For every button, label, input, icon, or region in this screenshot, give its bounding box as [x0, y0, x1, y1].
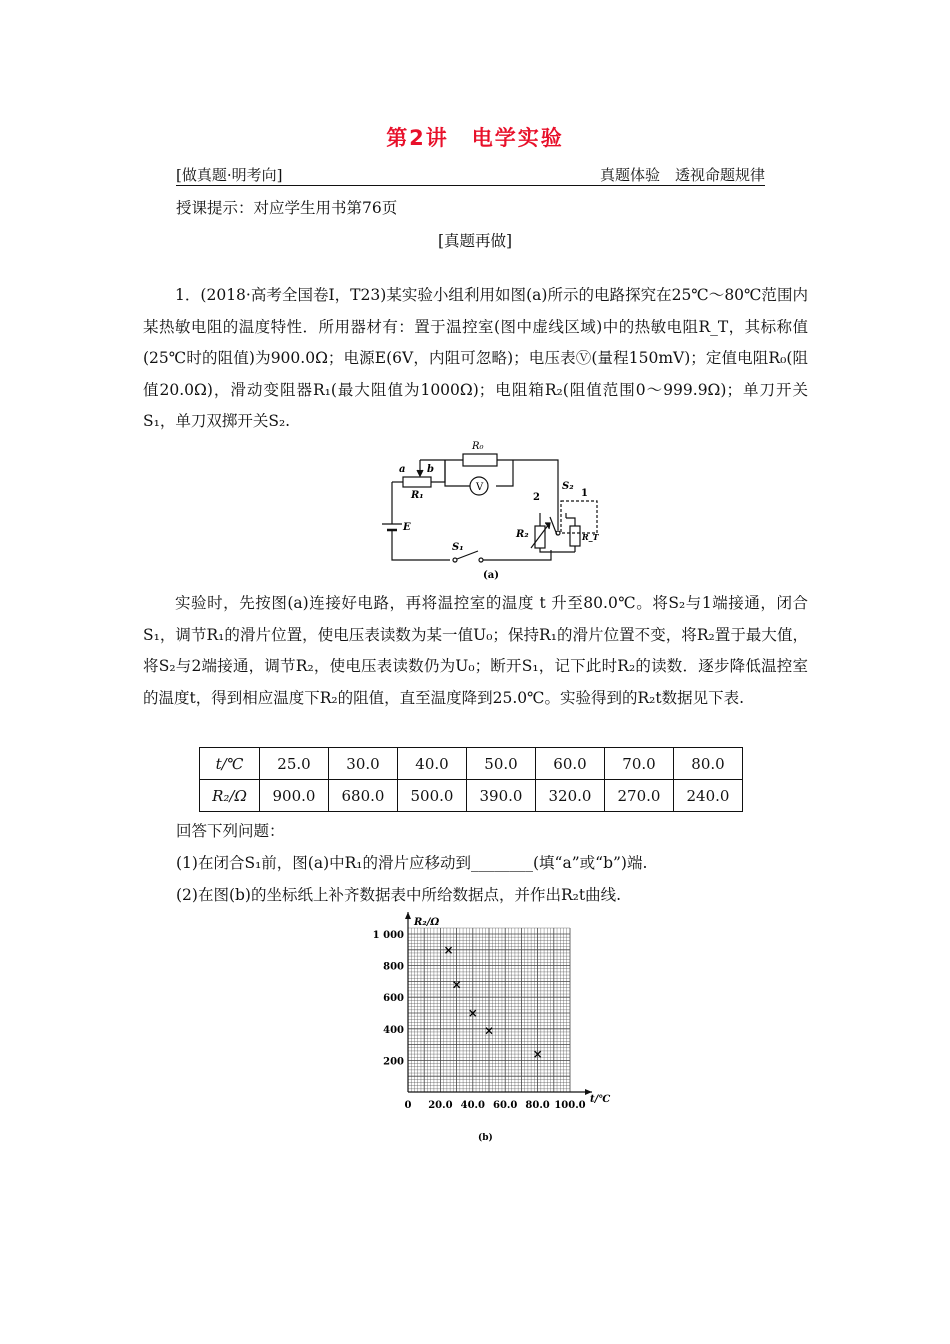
label-a: a [399, 464, 406, 475]
y-tick-label: 1 000 [372, 930, 404, 941]
question-1: (1)在闭合S₁前，图(a)中R₁的滑片应移动到________(填“a”或“b”)端. [176, 854, 648, 872]
circuit-diagram [375, 438, 615, 588]
label-r2: R₂ [516, 529, 529, 540]
y-axis-arrow [405, 912, 411, 919]
label-r1: R₁ [411, 490, 424, 501]
label-e: E [403, 522, 411, 533]
label-s1: S₁ [452, 542, 464, 553]
chart-axes [373, 912, 592, 1111]
table-cell: 60.0 [536, 748, 605, 780]
y-tick-label: 600 [383, 993, 404, 1005]
section-left-label: [做真题·明考向] [176, 166, 283, 184]
table-cell: 25.0 [260, 748, 329, 780]
table-cell: 240.0 [674, 780, 743, 812]
table-cell: 680.0 [329, 780, 398, 812]
x-tick-label: 60.0 [493, 1100, 518, 1111]
data-table [199, 747, 743, 812]
answer-prompt: 回答下列问题： [176, 822, 285, 840]
x-tick-label: 40.0 [460, 1100, 485, 1111]
chart-b [360, 908, 640, 1148]
lesson-hint: 授课提示：对应学生用书第76页 [176, 199, 398, 217]
circuit-caption: (a) [483, 570, 499, 581]
data-point: × [467, 1006, 478, 1020]
table-cell: 500.0 [398, 780, 467, 812]
voltmeter-label: V [476, 482, 484, 493]
data-point: × [532, 1047, 543, 1062]
x-axis-label: t/℃ [590, 1094, 611, 1105]
label-terminal-1: 1 [581, 488, 588, 499]
label-r0: R₀ [472, 441, 484, 452]
problem-intro: 1．(2018·高考全国卷Ⅰ，T23)某实验小组利用如图(a)所示的电路探究在25℃～80℃范围内某热敏电阻的温度特性．所用器材有：置于温控室(图中虚线区域)中的热敏电阻R_T，其标称值(25℃时的阻值)为900.0Ω；电源E(6V，内阻可忽略)；电压表Ⓥ(量程150mV)；定值电阻R₀(阻值20.0Ω)，滑动变阻器R₁(最大阻值为1000Ω)；电阻箱R₂(阻值范围0～999.9Ω)；单刀开关S₁，单刀双掷开关S₂. [143, 286, 808, 430]
table-cell: 30.0 [329, 748, 398, 780]
table-cell: 40.0 [398, 748, 467, 780]
label-b: b [427, 464, 434, 475]
table-cell: 70.0 [605, 748, 674, 780]
label-s2: S₂ [562, 481, 574, 492]
table-cell: 320.0 [536, 780, 605, 812]
label-terminal-2: 2 [533, 492, 540, 503]
subheading: [真题再做] [437, 232, 513, 250]
chart-grid [408, 928, 570, 1092]
chart-caption: (b) [478, 1133, 493, 1143]
table-cell: 80.0 [674, 748, 743, 780]
table-row-temperature [200, 748, 743, 780]
table-header-cell: t/℃ [200, 748, 260, 780]
x-tick-label: 20.0 [428, 1100, 453, 1111]
section-rule [176, 185, 765, 186]
procedure-text: 实验时，先按图(a)连接好电路，再将温控室的温度 t 升至80.0℃。将S₂与1端接通，闭合S₁，调节R₁的滑片位置，使电压表读数为某一值U₀；保持R₁的滑片位置不变，将R₂置于最大值，将S₂与2端接通，调节R₂，使电压表读数仍为U₀；断开S₁，记下此时R₂的读数．逐步降低温控室的温度t，得到相应温度下R₂的阻值，直至温度降到25.0℃。实验得到的R₂t数据见下表. [143, 594, 808, 707]
x-tick-label: 100.0 [554, 1100, 586, 1111]
table-cell: 50.0 [467, 748, 536, 780]
x-tick-label: 0 [404, 1100, 412, 1111]
y-tick-label: 800 [383, 961, 404, 973]
section-right-label: 真题体验 透视命题规律 [599, 166, 765, 184]
table-row-resistance [200, 780, 743, 812]
y-tick-label: 400 [383, 1024, 404, 1036]
label-rt: R_T [582, 532, 599, 542]
table-cell: 900.0 [260, 780, 329, 812]
data-point: × [443, 942, 454, 957]
question-2: (2)在图(b)的坐标纸上补齐数据表中所给数据点，并作出R₂t曲线. [176, 886, 622, 904]
table-cell: 390.0 [467, 780, 536, 812]
y-tick-label: 200 [383, 1056, 404, 1068]
x-tick-label: 80.0 [525, 1100, 550, 1111]
y-axis-label: R₂/Ω [414, 917, 440, 928]
data-point: × [483, 1023, 495, 1038]
page-title: 第2讲 电学实验 [386, 126, 564, 150]
table-cell: 270.0 [605, 780, 674, 812]
table-header-cell: R₂/Ω [200, 780, 260, 812]
data-point: × [451, 977, 462, 992]
